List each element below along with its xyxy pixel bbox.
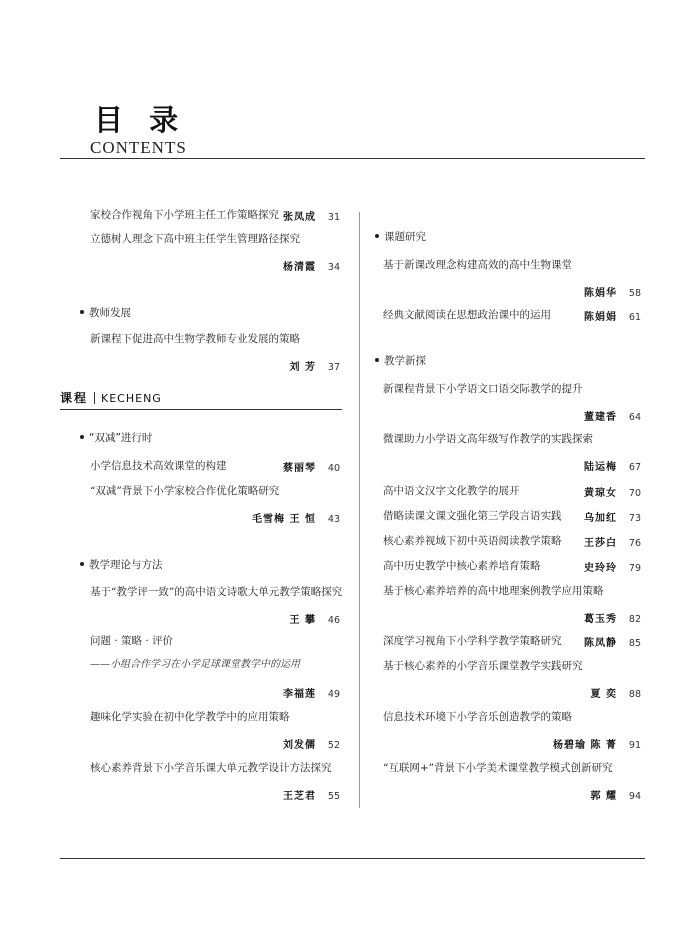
entry-page: 73 bbox=[628, 513, 641, 524]
entry-author: 陈娟华 bbox=[584, 288, 617, 299]
toc-entry[interactable] bbox=[90, 232, 340, 273]
entry-title: 经典文献阅读在思想政治课中的运用 bbox=[383, 309, 551, 321]
entry-title: “双减”背景下小学家校合作优化策略研究 bbox=[90, 485, 280, 497]
entry-title: 微课助力小学语文高年级写作教学的实践探索 bbox=[383, 433, 593, 445]
entry-author: 陈凤静 bbox=[584, 638, 617, 649]
entry-meta bbox=[553, 736, 641, 751]
bullet-icon bbox=[80, 435, 84, 439]
bullet-icon bbox=[375, 234, 379, 238]
entry-meta bbox=[252, 510, 340, 525]
toc-entry[interactable] bbox=[383, 710, 641, 751]
entry-title: 趣味化学实验在初中化学教学中的应用策略 bbox=[90, 711, 290, 723]
entry-title: 基于新课改理念构建高效的高中生物课堂 bbox=[383, 259, 572, 271]
category-separator bbox=[94, 392, 95, 404]
header-rule bbox=[60, 158, 645, 159]
entry-author: 张凤成 bbox=[283, 212, 316, 223]
entry-title: 基于核心素养培养的高中地理案例教学应用策略 bbox=[383, 585, 604, 597]
footer-rule bbox=[60, 858, 645, 859]
entry-page: 58 bbox=[628, 288, 641, 299]
entry-meta bbox=[584, 284, 641, 299]
entry-author: 王 攀 bbox=[289, 615, 316, 626]
entry-title: 家校合作视角下小学班主任工作策略探究 bbox=[90, 209, 279, 221]
entry-page: 85 bbox=[628, 638, 641, 649]
toc-entry[interactable] bbox=[90, 484, 340, 525]
entry-meta bbox=[584, 509, 641, 524]
toc-entry[interactable] bbox=[383, 432, 641, 473]
entry-title: “互联网+”背景下小学美术课堂教学模式创新研究 bbox=[383, 762, 613, 774]
entry-page: 49 bbox=[327, 689, 340, 700]
entry-meta bbox=[283, 787, 340, 802]
entry-author: 王莎白 bbox=[584, 538, 617, 549]
section-label: “双减”进行时 bbox=[89, 432, 153, 444]
entry-page: 70 bbox=[628, 488, 641, 499]
entry-meta bbox=[591, 685, 641, 700]
entry-author: 陆运梅 bbox=[584, 462, 617, 473]
bullet-icon bbox=[80, 562, 84, 566]
section-heading bbox=[375, 353, 426, 368]
toc-entry[interactable] bbox=[383, 258, 641, 299]
entry-page: 79 bbox=[628, 563, 641, 574]
page-title: 目 录 bbox=[94, 103, 187, 137]
entry-meta bbox=[584, 408, 641, 423]
entry-title: 新课程背景下小学语文口语交际教学的提升 bbox=[383, 383, 583, 395]
entry-author: 董建香 bbox=[584, 412, 617, 423]
toc-entry[interactable] bbox=[383, 534, 641, 548]
entry-page: 76 bbox=[628, 538, 641, 549]
entry-page: 88 bbox=[628, 689, 641, 700]
entry-meta bbox=[584, 634, 641, 649]
entry-title: 核心素养背景下小学音乐课大单元教学设计方法探究 bbox=[90, 762, 332, 774]
toc-entry[interactable] bbox=[383, 382, 641, 423]
entry-page: 40 bbox=[327, 463, 340, 474]
toc-entry[interactable] bbox=[383, 308, 641, 322]
toc-entry[interactable] bbox=[383, 634, 641, 648]
entry-page: 94 bbox=[628, 791, 641, 802]
entry-page: 46 bbox=[327, 615, 340, 626]
page-subtitle: CONTENTS bbox=[90, 138, 187, 157]
category-heading bbox=[60, 389, 342, 410]
entry-meta bbox=[283, 459, 340, 474]
entry-subtitle: ——小组合作学习在小学足球课堂教学中的运用 bbox=[90, 659, 300, 670]
section-label: 教师发展 bbox=[89, 307, 131, 319]
entry-meta bbox=[584, 484, 641, 499]
entry-page: 31 bbox=[327, 212, 340, 223]
entry-author: 刘 芳 bbox=[289, 362, 316, 373]
entry-title: 基于“教学评一致”的高中语文诗歌大单元教学策略探究 bbox=[90, 586, 343, 598]
entry-meta bbox=[591, 787, 641, 802]
entry-title: 深度学习视角下小学科学教学策略研究 bbox=[383, 635, 562, 647]
entry-meta bbox=[290, 358, 340, 373]
entry-page: 34 bbox=[327, 262, 340, 273]
entry-meta bbox=[283, 736, 340, 751]
entry-page: 82 bbox=[628, 614, 641, 625]
category-label-en: KECHENG bbox=[101, 392, 162, 405]
toc-entry[interactable] bbox=[383, 509, 641, 523]
toc-entry[interactable] bbox=[90, 710, 340, 751]
toc-entry[interactable] bbox=[90, 459, 340, 473]
entry-author: 史玲玲 bbox=[584, 563, 617, 574]
entry-title: 小学信息技术高效课堂的构建 bbox=[90, 460, 227, 472]
entry-author: 蔡丽琴 bbox=[283, 463, 316, 474]
toc-entry[interactable] bbox=[90, 208, 340, 222]
section-label: 教学新探 bbox=[384, 355, 426, 367]
entry-meta bbox=[283, 685, 340, 700]
entry-page: 43 bbox=[327, 514, 340, 525]
entry-author: 王芝君 bbox=[283, 791, 316, 802]
toc-entry[interactable] bbox=[90, 634, 340, 700]
section-heading bbox=[80, 305, 131, 320]
bullet-icon bbox=[80, 310, 84, 314]
toc-entry[interactable] bbox=[383, 559, 641, 573]
entry-author: 黄琼女 bbox=[584, 488, 617, 499]
section-heading bbox=[80, 430, 152, 445]
entry-page: 91 bbox=[628, 740, 641, 751]
entry-title: 基于核心素养的小学音乐课堂教学实践研究 bbox=[383, 660, 583, 672]
entry-author: 陈娟娟 bbox=[584, 312, 617, 323]
entry-author: 郭 耀 bbox=[590, 791, 617, 802]
entry-meta bbox=[584, 559, 641, 574]
entry-author: 杨碧瑜 陈 菁 bbox=[553, 740, 617, 751]
entry-meta bbox=[584, 308, 641, 323]
section-heading bbox=[80, 557, 163, 572]
entry-author: 乌加红 bbox=[584, 513, 617, 524]
entry-meta bbox=[584, 534, 641, 549]
toc-entry[interactable] bbox=[90, 585, 343, 626]
entry-author: 葛玉秀 bbox=[584, 614, 617, 625]
toc-entry[interactable] bbox=[383, 659, 641, 700]
entry-author: 夏 奕 bbox=[590, 689, 617, 700]
entry-page: 61 bbox=[628, 312, 641, 323]
entry-meta bbox=[584, 458, 641, 473]
entry-author: 刘发儒 bbox=[283, 740, 316, 751]
entry-title: 信息技术环境下小学音乐创造教学的策略 bbox=[383, 711, 572, 723]
toc-entry[interactable] bbox=[90, 332, 340, 373]
entry-page: 64 bbox=[628, 412, 641, 423]
entry-title: 高中语文汉字文化教学的展开 bbox=[383, 485, 520, 497]
entry-meta bbox=[283, 208, 340, 223]
entry-author: 毛雪梅 王 恒 bbox=[252, 514, 316, 525]
entry-author: 李福莲 bbox=[283, 689, 316, 700]
section-label: 课题研究 bbox=[384, 231, 426, 243]
entry-page: 67 bbox=[628, 462, 641, 473]
entry-title: 立德树人理念下高中班主任学生管理路径探究 bbox=[90, 233, 300, 245]
toc-entry[interactable] bbox=[383, 484, 641, 498]
toc-entry[interactable] bbox=[383, 761, 641, 802]
entry-page: 55 bbox=[327, 791, 340, 802]
entry-title: 核心素养视域下初中英语阅读教学策略 bbox=[383, 535, 562, 547]
entry-title: 高中历史教学中核心素养培育策略 bbox=[383, 560, 541, 572]
column-divider bbox=[359, 212, 360, 808]
toc-entry[interactable] bbox=[383, 584, 641, 625]
entry-title: 借略读课文课文强化第三学段言语实践 bbox=[383, 510, 562, 522]
bullet-icon bbox=[375, 358, 379, 362]
entry-author: 杨清霞 bbox=[283, 262, 316, 273]
entry-meta bbox=[290, 611, 340, 626]
entry-title: 问题 · 策略 · 评价 bbox=[90, 635, 174, 647]
entry-page: 52 bbox=[327, 740, 340, 751]
section-label: 教学理论与方法 bbox=[89, 559, 163, 571]
toc-entry[interactable] bbox=[90, 761, 340, 802]
entry-meta bbox=[283, 258, 340, 273]
category-label-cn: 课程 bbox=[60, 391, 89, 405]
entry-meta bbox=[584, 610, 641, 625]
section-heading bbox=[375, 229, 426, 244]
entry-title: 新课程下促进高中生物学教师专业发展的策略 bbox=[90, 333, 300, 345]
entry-page: 37 bbox=[327, 362, 340, 373]
